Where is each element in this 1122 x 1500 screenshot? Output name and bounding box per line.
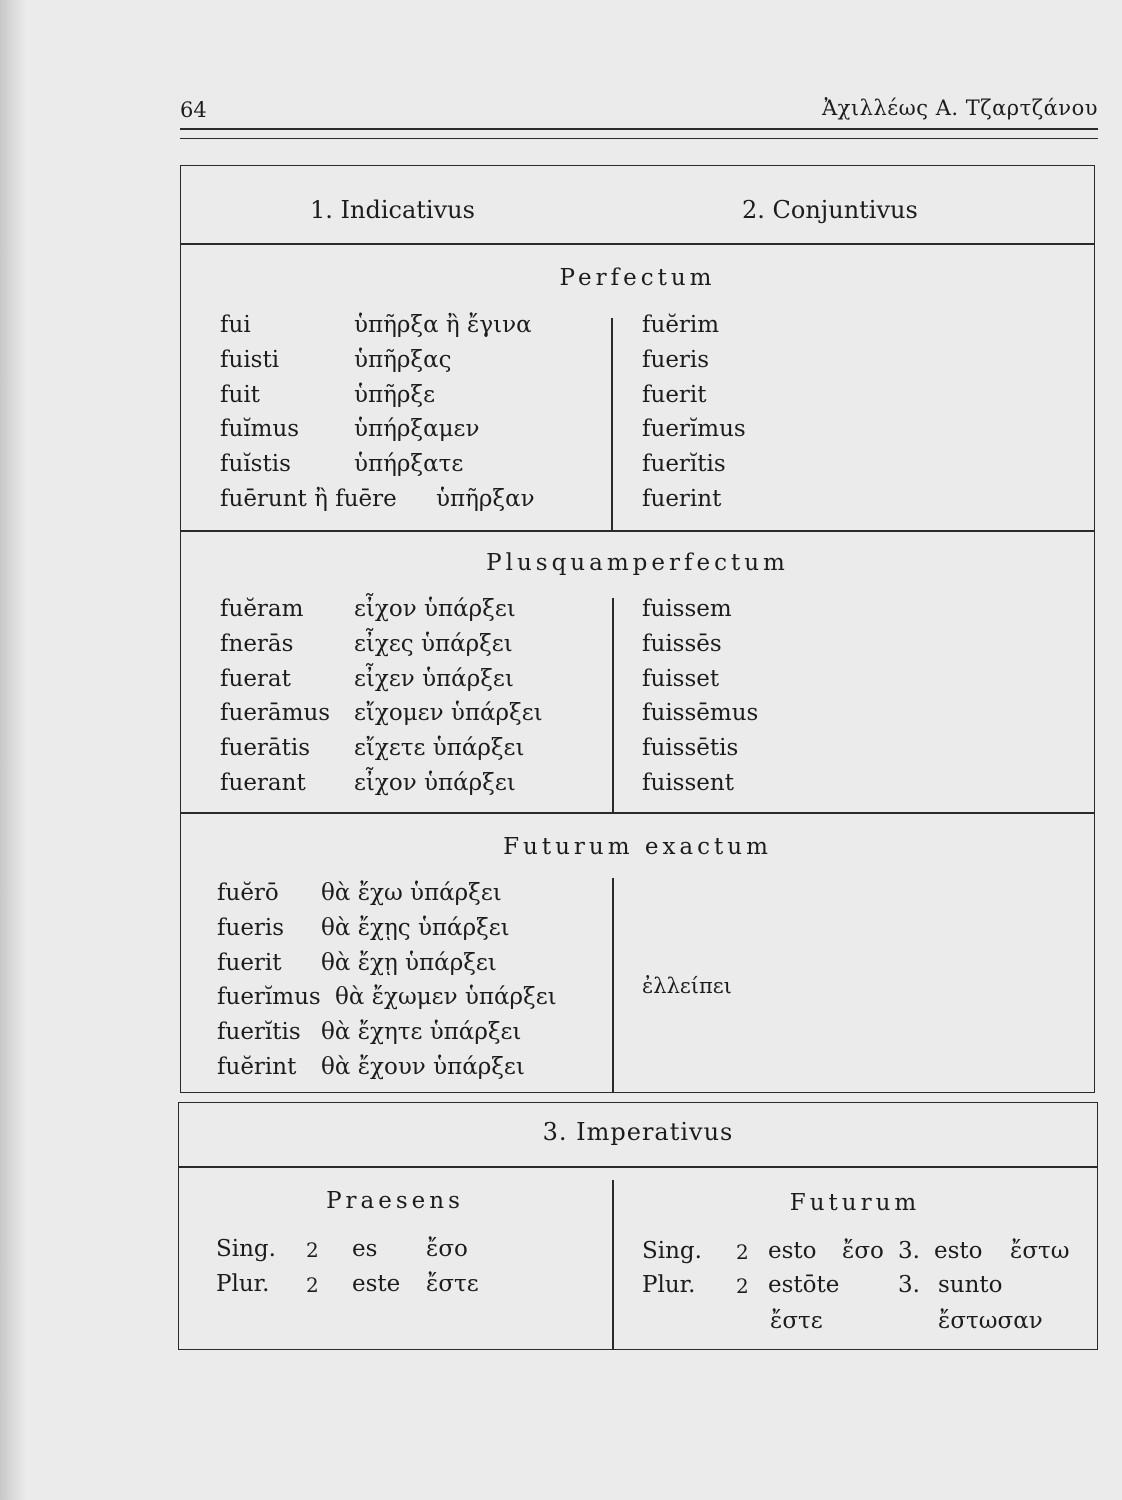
perfectum-title: Perfectum: [559, 265, 716, 291]
futurum-exactum-title: Futurum exactum: [503, 834, 772, 860]
divider-line: [180, 812, 1095, 814]
book-page: 64 Ἀχιλλέως Α. Τζαρτζάνου 1. Indicativus 2. Conjuntivus Perfectum fui ὑπῆρξα ἢ ἔγινα fuisti ὑπῆρξας fuit ὑπῆρξε fuĭmus ὑπήρξαμεν fuĭstis ὑπήρξατε fuērunt ἢ fuēre ὑπῆρξαν fuĕrim fueris fuerit fuerĭmus fuerĭtis fuerint Plusquamperfectum fuĕram εἶχον ὑπάρξει fnerās εἶχες ὑπάρξει fuerat εἶχεν ὑπάρξει fuerāmus εἴχομεν ὑπάρξει fuerātis εἴχετε ὑπάρξει fuerant εἶχον ὑπάρξει fuissem fuissēs fuisset fuissēmus fuissētis fuissent Futurum exactum fuĕrō θὰ ἔχω ὑπάρξει fueris θὰ ἔχῃς ὑπάρξει fuerit θὰ ἔχῃ ὑπάρξει fuerĭmus θὰ ἔχωμεν ὑπάρξει fuerĭtis θὰ ἔχητε ὑπάρξει fuĕrint θὰ ἔχουν ὑπάρξει ἐλλείπει 3. Imperativus Praesens Sing. 2 es ἔσο Plur. 2 este ἔστε Futurum Sing. 2 esto ἔσο 3. esto ἔστω Plur. 2 estōte ἔστε 3. sunto ἔστωσαν: [0, 0, 1122, 1500]
table-row: fuĕram εἶχον ὑπάρξει: [220, 596, 516, 622]
praesens-title: Praesens: [326, 1188, 464, 1214]
list-item: fuerĭmus: [642, 416, 746, 443]
perfectum-indicative: [220, 308, 600, 517]
futurum-exactum-indicative: [217, 876, 607, 1085]
header-rule-top: [180, 128, 1098, 130]
divider-line: [178, 1166, 1098, 1168]
table-row: fuērunt ἢ fuēre ὑπῆρξαν: [220, 485, 535, 512]
column-divider: [611, 318, 613, 530]
table-row: fuerĭmus θὰ ἔχωμεν ὑπάρξει: [217, 984, 557, 1011]
table-row: fuĕrint θὰ ἔχουν ὑπάρξει: [217, 1053, 525, 1080]
plusquamperfectum-indicative: [220, 592, 600, 801]
table-row: fnerās εἶχες ὑπάρξει: [220, 630, 513, 657]
list-item: fuĕrim: [642, 312, 720, 338]
table-row: fuerāmus εἴχομεν ὑπάρξει: [220, 700, 543, 727]
table-row: fuerant εἶχον ὑπάρξει: [220, 769, 516, 796]
table-row: fuĭstis ὑπήρξατε: [220, 451, 464, 478]
plusquamperfectum-title: Plusquamperfectum: [486, 550, 789, 576]
binding-shadow: [0, 0, 26, 1500]
divider-line: [180, 243, 1095, 245]
column-divider: [612, 598, 614, 812]
table-row: fuerit θὰ ἔχῃ ὑπάρξει: [217, 949, 497, 976]
indicative-heading: 1. Indicativus: [310, 196, 475, 224]
table-row: fuerātis εἴχετε ὑπάρξει: [220, 735, 525, 762]
conjunctive-heading: 2. Conjuntivus: [742, 196, 918, 224]
page-number: 64: [180, 98, 207, 122]
perfectum-conjunctive: [642, 308, 942, 517]
list-item: fuissēs: [642, 630, 722, 657]
list-item: fueris: [642, 346, 710, 373]
list-item: fuissētis: [642, 735, 739, 762]
table-row: fuerat εἶχεν ὑπάρξει: [220, 665, 514, 692]
table-row: fuisti ὑπῆρξας: [220, 346, 452, 373]
page-header: [180, 92, 1098, 128]
list-item: fuissēmus: [642, 700, 759, 727]
table-row: fuerĭtis θὰ ἔχητε ὑπάρξει: [217, 1019, 522, 1046]
header-rule-bottom: [180, 138, 1098, 139]
column-divider: [612, 878, 614, 1093]
list-item: fuissem: [642, 596, 732, 622]
futurum-title: Futurum: [789, 1190, 921, 1216]
table-row: fuĭmus ὑπήρξαμεν: [220, 416, 480, 443]
plusquamperfectum-conjunctive: [642, 592, 942, 801]
table-row: fuit ὑπῆρξε: [220, 381, 435, 408]
list-item: fuerit: [642, 381, 707, 408]
conjunctive-missing-note: ἐλλείπει: [642, 974, 732, 998]
list-item: fuerint: [642, 485, 722, 512]
imperativus-title: 3. Imperativus: [542, 1118, 734, 1146]
table-row: fueris θὰ ἔχῃς ὑπάρξει: [217, 914, 510, 941]
divider-line: [180, 530, 1095, 532]
list-item: fuisset: [642, 665, 720, 692]
running-head: Ἀχιλλέως Α. Τζαρτζάνου: [822, 96, 1098, 120]
table-row: fui ὑπῆρξα ἢ ἔγινα: [220, 312, 532, 338]
list-item: fuerĭtis: [642, 451, 726, 478]
list-item: fuissent: [642, 769, 734, 796]
table-row: fuĕrō θὰ ἔχω ὑπάρξει: [217, 880, 502, 906]
